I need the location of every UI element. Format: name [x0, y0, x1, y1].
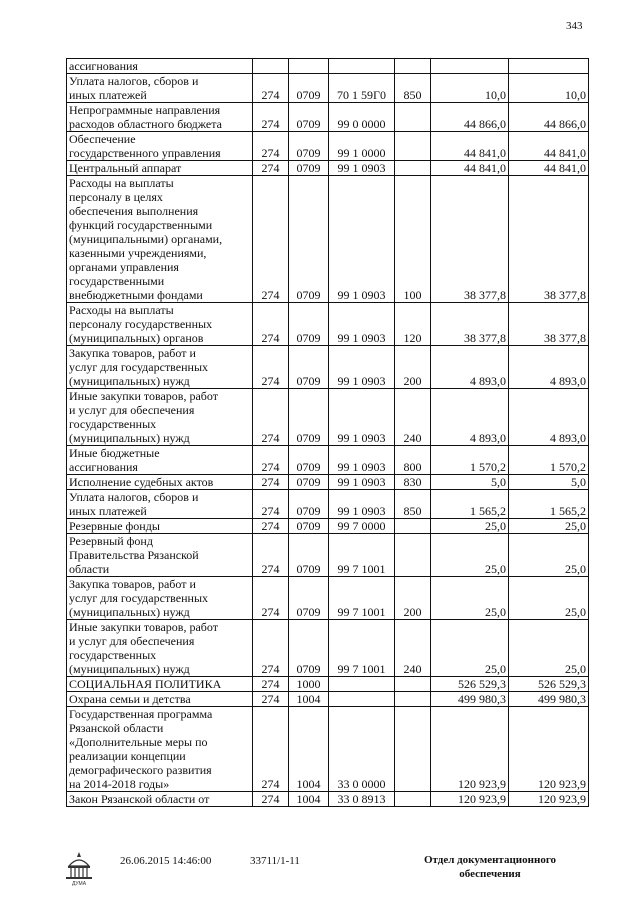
cell-name: Исполнение судебных актов — [67, 475, 253, 490]
cell-sum2: 10,0 — [509, 74, 589, 103]
cell-rz: 0709 — [289, 103, 329, 132]
cell-ved: 274 — [253, 490, 289, 519]
cell-vr: 200 — [395, 346, 431, 389]
cell-sum2: 25,0 — [509, 519, 589, 534]
cell-name: Уплата налогов, сборов и иных платежей — [67, 74, 253, 103]
table-row — [67, 577, 589, 620]
cell-rz: 0709 — [289, 346, 329, 389]
cell-cs: 70 1 59Г0 — [329, 74, 395, 103]
cell-name: Уплата налогов, сборов и иных платежей — [67, 490, 253, 519]
cell-rz: 0709 — [289, 132, 329, 161]
cell-sum2: 44 841,0 — [509, 161, 589, 176]
cell-ved: 274 — [253, 303, 289, 346]
cell-sum1: 25,0 — [431, 620, 509, 677]
cell-sum1: 25,0 — [431, 534, 509, 577]
cell-rz: 1004 — [289, 707, 329, 792]
cell-ved: 274 — [253, 475, 289, 490]
cell-name: Закупка товаров, работ и услуг для государственных (муниципальных) нужд — [67, 346, 253, 389]
cell-vr — [395, 103, 431, 132]
cell-cs: 99 7 1001 — [329, 620, 395, 677]
cell-name: СОЦИАЛЬНАЯ ПОЛИТИКА — [67, 677, 253, 692]
cell-ved: 274 — [253, 577, 289, 620]
footer-department-line1: Отдел документационного — [423, 854, 557, 866]
cell-name: Непрограммные направления расходов областного бюджета — [67, 103, 253, 132]
table-row — [67, 707, 589, 792]
footer-department — [405, 853, 575, 881]
cell-name: ассигнования — [67, 59, 253, 74]
cell-cs: 99 1 0903 — [329, 490, 395, 519]
cell-vr: 240 — [395, 389, 431, 446]
cell-sum2: 44 841,0 — [509, 132, 589, 161]
cell-ved: 274 — [253, 707, 289, 792]
cell-sum2: 44 866,0 — [509, 103, 589, 132]
cell-rz: 0709 — [289, 74, 329, 103]
cell-sum1: 44 841,0 — [431, 161, 509, 176]
cell-rz: 0709 — [289, 475, 329, 490]
cell-cs: 99 1 0903 — [329, 176, 395, 303]
cell-name: Иные закупки товаров, работ и услуг для обеспечения государственных (муниципальных) нужд — [67, 620, 253, 677]
cell-sum1: 499 980,3 — [431, 692, 509, 707]
cell-vr — [395, 519, 431, 534]
cell-sum2: 4 893,0 — [509, 346, 589, 389]
cell-sum2 — [509, 59, 589, 74]
cell-sum1: 38 377,8 — [431, 176, 509, 303]
table-row — [67, 346, 589, 389]
cell-rz: 0709 — [289, 534, 329, 577]
cell-vr: 120 — [395, 303, 431, 346]
cell-sum2: 526 529,3 — [509, 677, 589, 692]
cell-cs: 99 0 0000 — [329, 103, 395, 132]
cell-cs — [329, 692, 395, 707]
cell-ved: 274 — [253, 132, 289, 161]
cell-rz: 0709 — [289, 161, 329, 176]
footer-timestamp: 26.06.2015 14:46:00 — [120, 855, 212, 867]
cell-sum1: 526 529,3 — [431, 677, 509, 692]
cell-name: Расходы на выплаты персоналу в целях обеспечения выполнения функций государственными (муниципальными) органами, казенными учреждениями, органами управления государственными внебюджетными фондами — [67, 176, 253, 303]
cell-ved: 274 — [253, 677, 289, 692]
cell-sum2: 38 377,8 — [509, 176, 589, 303]
table-row — [67, 446, 589, 475]
cell-sum1: 25,0 — [431, 577, 509, 620]
cell-rz: 0709 — [289, 446, 329, 475]
cell-cs — [329, 59, 395, 74]
cell-sum2: 5,0 — [509, 475, 589, 490]
cell-vr — [395, 161, 431, 176]
cell-sum1 — [431, 59, 509, 74]
cell-rz: 0709 — [289, 389, 329, 446]
cell-rz: 0709 — [289, 620, 329, 677]
cell-cs — [329, 677, 395, 692]
cell-cs: 99 1 0903 — [329, 446, 395, 475]
cell-vr: 800 — [395, 446, 431, 475]
table-row — [67, 620, 589, 677]
cell-sum2: 38 377,8 — [509, 303, 589, 346]
cell-name: Резервные фонды — [67, 519, 253, 534]
duma-emblem-icon — [63, 850, 95, 886]
cell-sum1: 1 570,2 — [431, 446, 509, 475]
cell-cs: 99 7 0000 — [329, 519, 395, 534]
cell-ved: 274 — [253, 446, 289, 475]
cell-rz: 1004 — [289, 692, 329, 707]
cell-sum2: 120 923,9 — [509, 707, 589, 792]
table-row — [67, 132, 589, 161]
cell-rz: 0709 — [289, 176, 329, 303]
cell-sum2: 120 923,9 — [509, 792, 589, 807]
cell-vr — [395, 677, 431, 692]
cell-cs: 99 1 0903 — [329, 161, 395, 176]
cell-sum2: 25,0 — [509, 620, 589, 677]
table-row — [67, 677, 589, 692]
cell-sum2: 25,0 — [509, 577, 589, 620]
cell-ved: 274 — [253, 103, 289, 132]
cell-rz: 0709 — [289, 577, 329, 620]
cell-cs: 99 1 0903 — [329, 346, 395, 389]
cell-vr — [395, 692, 431, 707]
cell-name: Закон Рязанской области от — [67, 792, 253, 807]
table-row — [67, 475, 589, 490]
table-row — [67, 303, 589, 346]
cell-sum2: 1 565,2 — [509, 490, 589, 519]
table-row — [67, 534, 589, 577]
cell-name: Центральный аппарат — [67, 161, 253, 176]
cell-sum1: 4 893,0 — [431, 346, 509, 389]
footer-department-line2: обеспечения — [459, 868, 521, 880]
cell-sum1: 10,0 — [431, 74, 509, 103]
cell-name: Государственная программа Рязанской области «Дополнительные меры по реализации концепции демографического развития на 2014-2018 годы» — [67, 707, 253, 792]
cell-rz — [289, 59, 329, 74]
cell-vr — [395, 132, 431, 161]
cell-ved — [253, 59, 289, 74]
table-row — [67, 389, 589, 446]
cell-sum1: 1 565,2 — [431, 490, 509, 519]
cell-name: Резервный фонд Правительства Рязанской области — [67, 534, 253, 577]
table-row — [67, 176, 589, 303]
cell-sum2: 499 980,3 — [509, 692, 589, 707]
budget-table — [66, 58, 589, 807]
cell-ved: 274 — [253, 534, 289, 577]
cell-name: Обеспечение государственного управления — [67, 132, 253, 161]
cell-sum1: 120 923,9 — [431, 792, 509, 807]
cell-cs: 33 0 0000 — [329, 707, 395, 792]
cell-sum1: 5,0 — [431, 475, 509, 490]
table-row — [67, 74, 589, 103]
cell-rz: 0709 — [289, 490, 329, 519]
cell-rz: 1000 — [289, 677, 329, 692]
cell-ved: 274 — [253, 620, 289, 677]
cell-vr — [395, 707, 431, 792]
cell-cs: 33 0 8913 — [329, 792, 395, 807]
cell-ved: 274 — [253, 161, 289, 176]
cell-cs: 99 1 0000 — [329, 132, 395, 161]
cell-name: Закупка товаров, работ и услуг для государственных (муниципальных) нужд — [67, 577, 253, 620]
cell-ved: 274 — [253, 792, 289, 807]
cell-sum1: 120 923,9 — [431, 707, 509, 792]
cell-name: Иные закупки товаров, работ и услуг для обеспечения государственных (муниципальных) нужд — [67, 389, 253, 446]
cell-cs: 99 1 0903 — [329, 389, 395, 446]
cell-cs: 99 1 0903 — [329, 475, 395, 490]
cell-cs: 99 7 1001 — [329, 577, 395, 620]
cell-name: Охрана семьи и детства — [67, 692, 253, 707]
cell-sum2: 4 893,0 — [509, 389, 589, 446]
table-row — [67, 103, 589, 132]
cell-rz: 0709 — [289, 303, 329, 346]
cell-name: Иные бюджетные ассигнования — [67, 446, 253, 475]
cell-vr — [395, 534, 431, 577]
cell-cs: 99 1 0903 — [329, 303, 395, 346]
cell-ved: 274 — [253, 176, 289, 303]
cell-vr: 850 — [395, 490, 431, 519]
cell-rz: 1004 — [289, 792, 329, 807]
emblem-caption: ДУМА — [71, 881, 87, 886]
page-number: 343 — [566, 20, 583, 32]
table-row — [67, 519, 589, 534]
cell-vr: 240 — [395, 620, 431, 677]
cell-vr: 830 — [395, 475, 431, 490]
table-row — [67, 792, 589, 807]
cell-sum2: 25,0 — [509, 534, 589, 577]
cell-ved: 274 — [253, 74, 289, 103]
cell-vr — [395, 59, 431, 74]
table-row — [67, 692, 589, 707]
table-row — [67, 161, 589, 176]
cell-sum1: 4 893,0 — [431, 389, 509, 446]
cell-sum1: 44 841,0 — [431, 132, 509, 161]
table-row — [67, 490, 589, 519]
cell-vr: 200 — [395, 577, 431, 620]
cell-rz: 0709 — [289, 519, 329, 534]
cell-name: Расходы на выплаты персоналу государственных (муниципальных) органов — [67, 303, 253, 346]
cell-ved: 274 — [253, 519, 289, 534]
cell-sum2: 1 570,2 — [509, 446, 589, 475]
cell-vr: 100 — [395, 176, 431, 303]
cell-vr — [395, 792, 431, 807]
cell-ved: 274 — [253, 389, 289, 446]
budget-table-body — [67, 59, 589, 807]
cell-sum1: 25,0 — [431, 519, 509, 534]
cell-cs: 99 7 1001 — [329, 534, 395, 577]
cell-ved: 274 — [253, 692, 289, 707]
table-row — [67, 59, 589, 74]
cell-sum1: 38 377,8 — [431, 303, 509, 346]
cell-ved: 274 — [253, 346, 289, 389]
cell-vr: 850 — [395, 74, 431, 103]
cell-sum1: 44 866,0 — [431, 103, 509, 132]
footer-doc-code: 33711/1-11 — [250, 855, 300, 867]
